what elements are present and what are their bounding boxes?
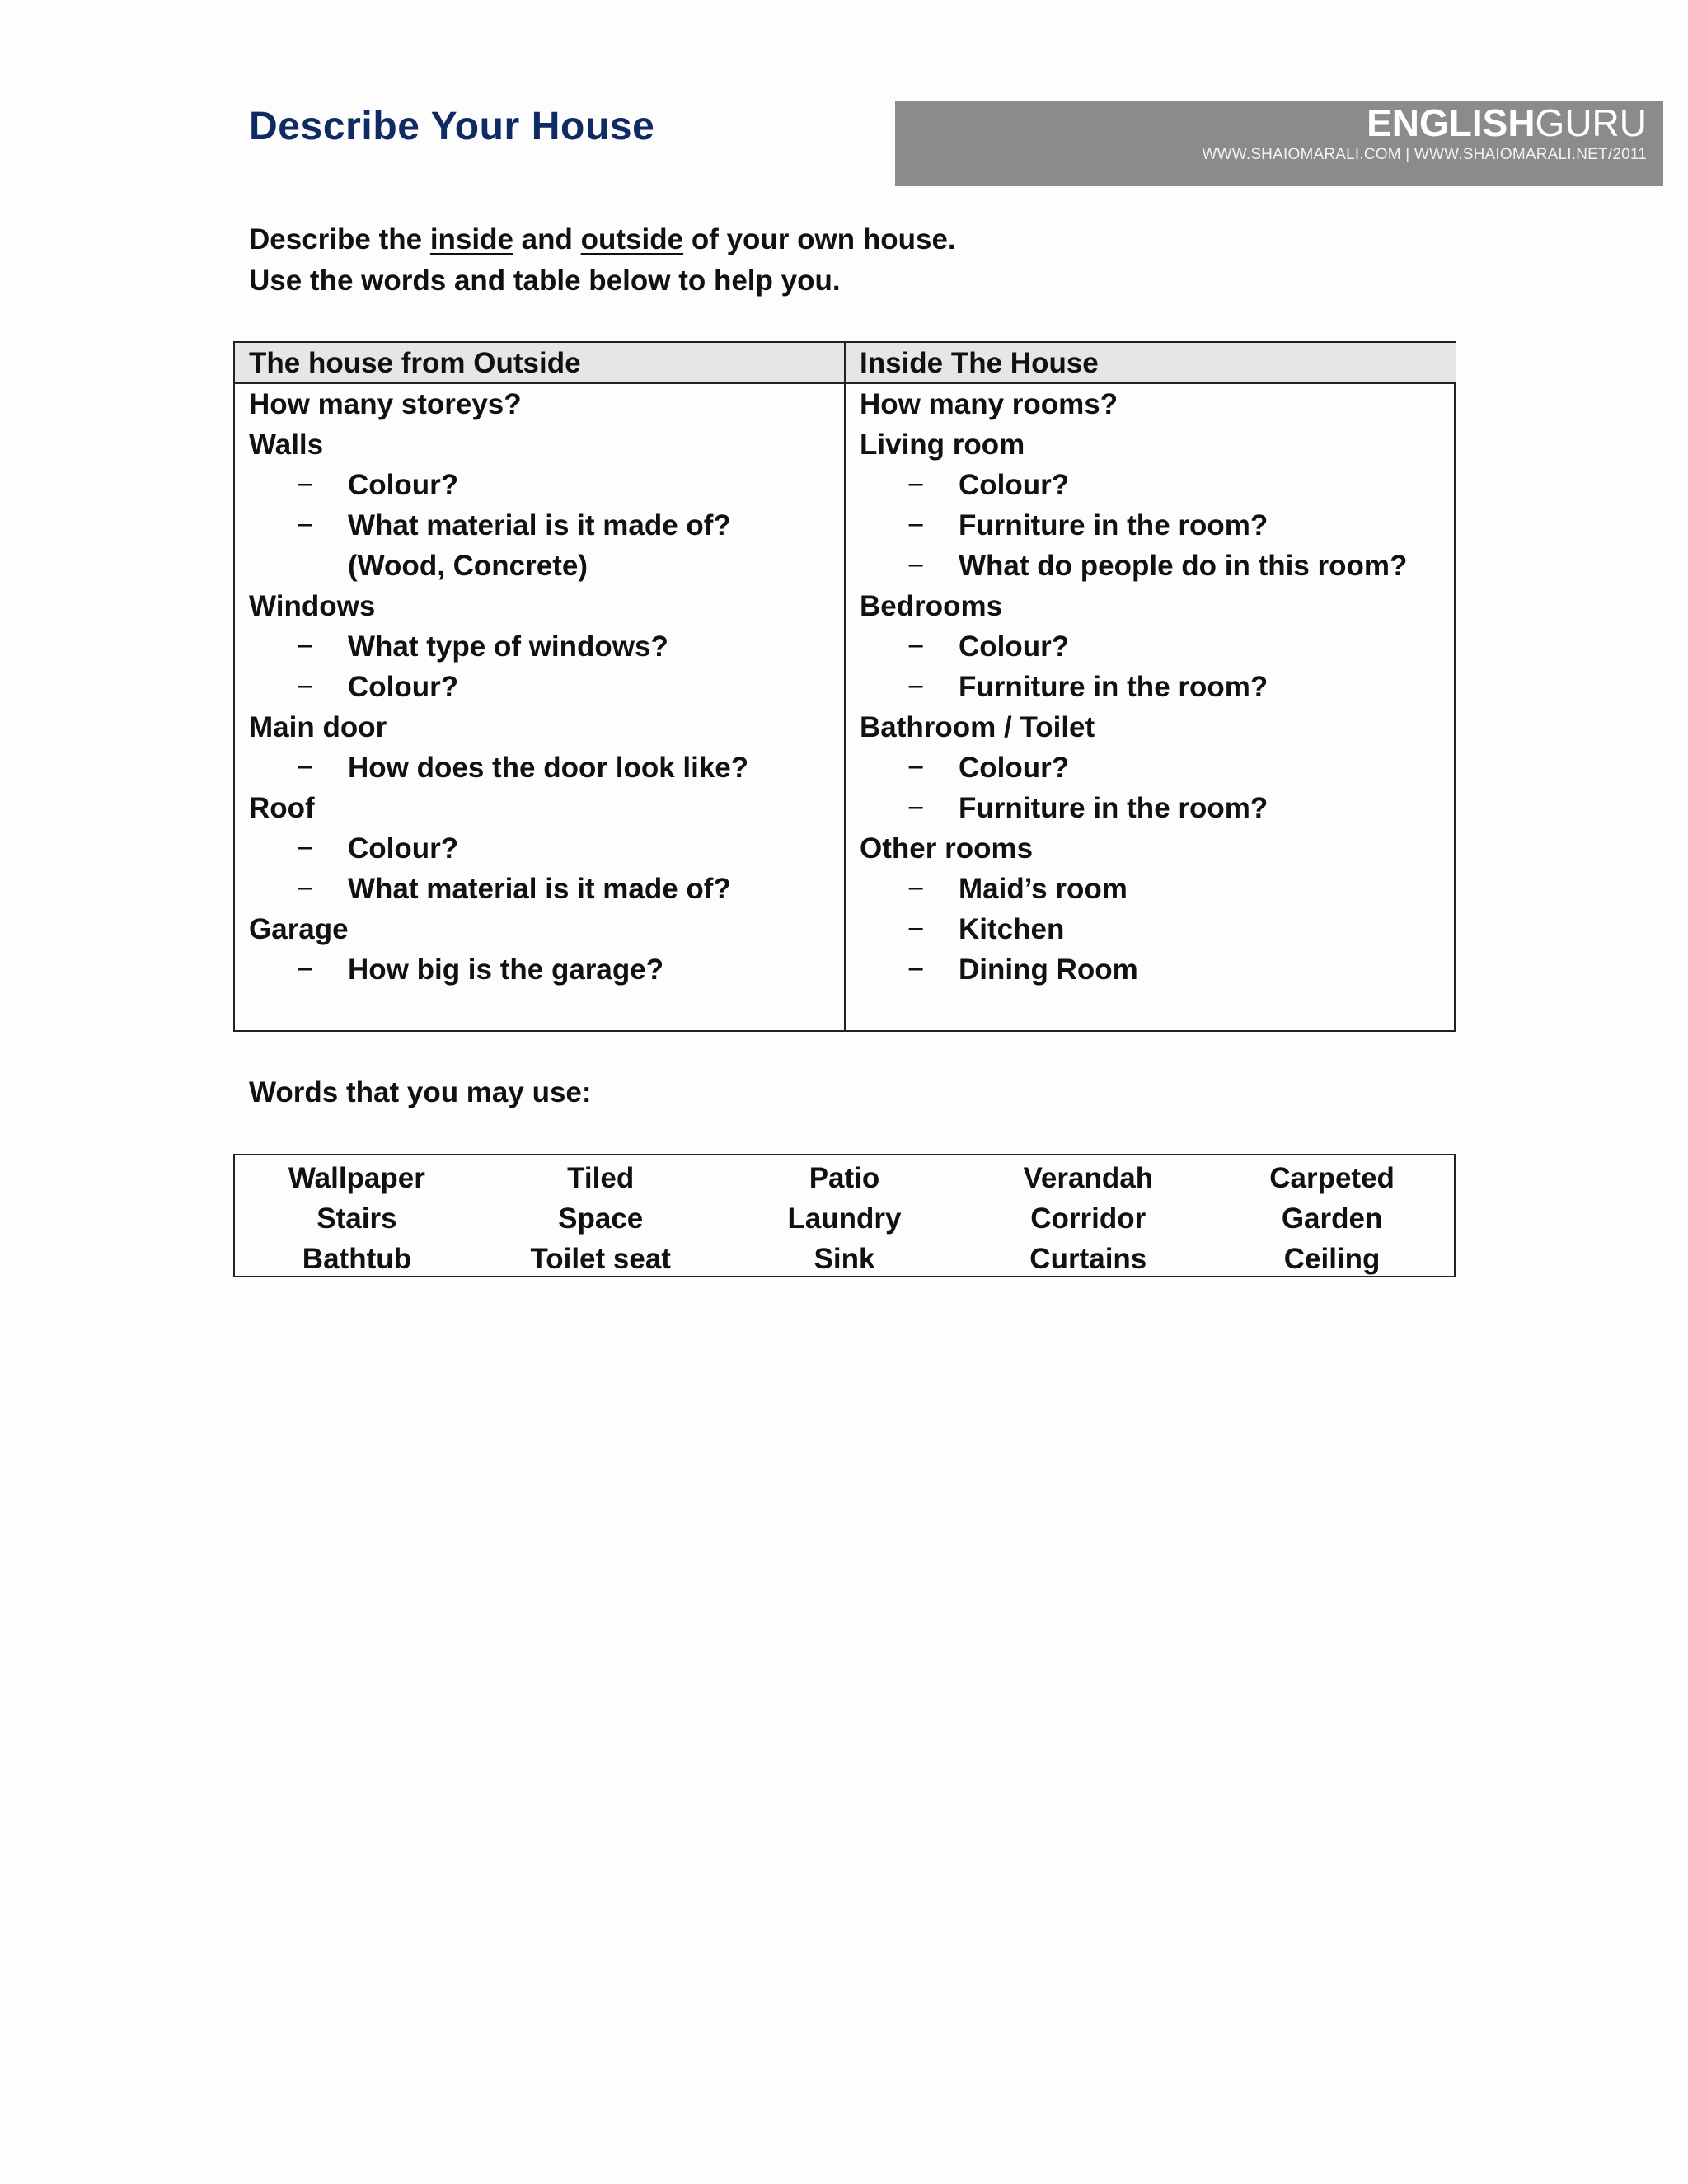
subitem-text: Furniture in the room?: [959, 509, 1268, 541]
house-table: [233, 341, 1456, 1032]
dash-bullet: −: [907, 954, 925, 986]
subitem-text: What material is it made of?: [348, 509, 731, 541]
outside-item-garage: Garage: [249, 913, 349, 945]
outside-subitem: [249, 667, 844, 707]
brand-urls: WWW.SHAIOMARALI.COM | WWW.SHAIOMARALI.NET/2011: [1202, 146, 1647, 163]
subitem-text: Maid’s room: [959, 873, 1128, 905]
dash-bullet: −: [297, 509, 314, 541]
word-cell: Garden: [1281, 1202, 1383, 1235]
subitem-text: Colour?: [959, 752, 1070, 784]
outside-column: [235, 384, 846, 1030]
brand-name-light: GURU: [1535, 101, 1647, 144]
subitem-text: What material is it made of?: [348, 873, 731, 905]
outside-item-main-door: Main door: [249, 711, 387, 743]
outside-subitem: [249, 626, 844, 667]
inside-subitem: [860, 505, 1456, 546]
words-table: [233, 1154, 1456, 1277]
instructions: [249, 219, 956, 302]
brand-name: [895, 101, 1647, 145]
subitem-text: Colour?: [348, 832, 459, 865]
instruction-text: of your own house.: [683, 223, 956, 255]
outside-item-windows: Windows: [249, 590, 376, 622]
dash-bullet: −: [297, 954, 314, 986]
inside-subitem: [860, 546, 1456, 586]
word-cell: Toilet seat: [530, 1243, 671, 1275]
dash-bullet: −: [907, 509, 925, 541]
word-cell: Space: [558, 1202, 644, 1235]
instruction-outside: outside: [580, 223, 684, 255]
inside-subitem: [860, 909, 1456, 949]
inside-item-bathroom: Bathroom / Toilet: [860, 711, 1095, 743]
word-cell: Bathtub: [302, 1243, 411, 1275]
outside-item-walls: Walls: [249, 429, 324, 461]
dash-bullet: −: [297, 469, 314, 501]
dash-bullet: −: [907, 873, 925, 905]
dash-bullet: −: [297, 832, 314, 865]
inside-subitem: [860, 465, 1456, 505]
word-cell: Tiled: [567, 1162, 635, 1194]
inside-subitem: [860, 626, 1456, 667]
inside-item-other-rooms: Other rooms: [860, 832, 1034, 865]
subitem-text: How does the door look like?: [348, 752, 749, 784]
table-header-outside: The house from Outside: [235, 343, 846, 384]
word-cell: Verandah: [1023, 1162, 1154, 1194]
subitem-text: How big is the garage?: [348, 954, 664, 986]
outside-subitem: [249, 949, 844, 990]
dash-bullet: −: [907, 630, 925, 663]
page-title: Describe Your House: [249, 105, 655, 148]
inside-subitem: [860, 788, 1456, 828]
subitem-text: What type of windows?: [348, 630, 668, 663]
inside-item-bedrooms: Bedrooms: [860, 590, 1003, 622]
dash-bullet: −: [297, 630, 314, 663]
inside-item-rooms: How many rooms?: [860, 388, 1118, 420]
dash-bullet: −: [297, 671, 314, 703]
word-cell: Laundry: [787, 1202, 902, 1235]
word-cell: Stairs: [316, 1202, 397, 1235]
outside-item-storeys: How many storeys?: [249, 388, 522, 420]
dash-bullet: −: [297, 752, 314, 784]
outside-subitem: [249, 869, 844, 909]
instruction-inside: inside: [429, 223, 513, 255]
word-cell: Ceiling: [1283, 1243, 1381, 1275]
dash-bullet: −: [907, 913, 925, 945]
outside-subitem: [249, 465, 844, 505]
inside-subitem: [860, 748, 1456, 788]
subitem-text: Colour?: [959, 469, 1070, 501]
inside-subitem: [860, 667, 1456, 707]
subitem-text: Colour?: [348, 671, 459, 703]
outside-item-roof: Roof: [249, 792, 315, 824]
word-cell: Carpeted: [1269, 1162, 1395, 1194]
subitem-text: Dining Room: [959, 954, 1138, 986]
inside-column: [846, 384, 1456, 1030]
dash-bullet: −: [907, 550, 925, 582]
outside-subitem: [249, 748, 844, 788]
dash-bullet: −: [297, 873, 314, 905]
table-header-inside: Inside The House: [846, 343, 1456, 384]
brand-banner: [895, 101, 1663, 186]
instruction-text: Describe the: [249, 223, 430, 255]
subitem-text: What do people do in this room?: [959, 550, 1408, 582]
outside-subitem-continuation: (Wood, Concrete): [348, 550, 588, 582]
inside-item-living-room: Living room: [860, 429, 1025, 461]
dash-bullet: −: [907, 752, 925, 784]
subitem-text: Kitchen: [959, 913, 1065, 945]
subitem-text: Furniture in the room?: [959, 792, 1268, 824]
dash-bullet: −: [907, 469, 925, 501]
instruction-line-2: Use the words and table below to help you.: [249, 265, 841, 297]
inside-subitem: [860, 949, 1456, 990]
outside-subitem: [249, 505, 844, 546]
subitem-text: Colour?: [348, 469, 459, 501]
word-cell: Curtains: [1029, 1243, 1147, 1275]
word-cell: Sink: [814, 1243, 875, 1275]
outside-subitem: [249, 828, 844, 869]
dash-bullet: −: [907, 671, 925, 703]
instruction-line-1: [249, 219, 956, 260]
words-label: Words that you may use:: [249, 1076, 592, 1108]
word-cell: Corridor: [1030, 1202, 1146, 1235]
instruction-text: and: [513, 223, 581, 255]
dash-bullet: −: [907, 792, 925, 824]
word-cell: Patio: [809, 1162, 880, 1194]
inside-subitem: [860, 869, 1456, 909]
subitem-text: Colour?: [959, 630, 1070, 663]
subitem-text: Furniture in the room?: [959, 671, 1268, 703]
word-cell: Wallpaper: [288, 1162, 425, 1194]
brand-name-strong: ENGLISH: [1367, 101, 1536, 144]
